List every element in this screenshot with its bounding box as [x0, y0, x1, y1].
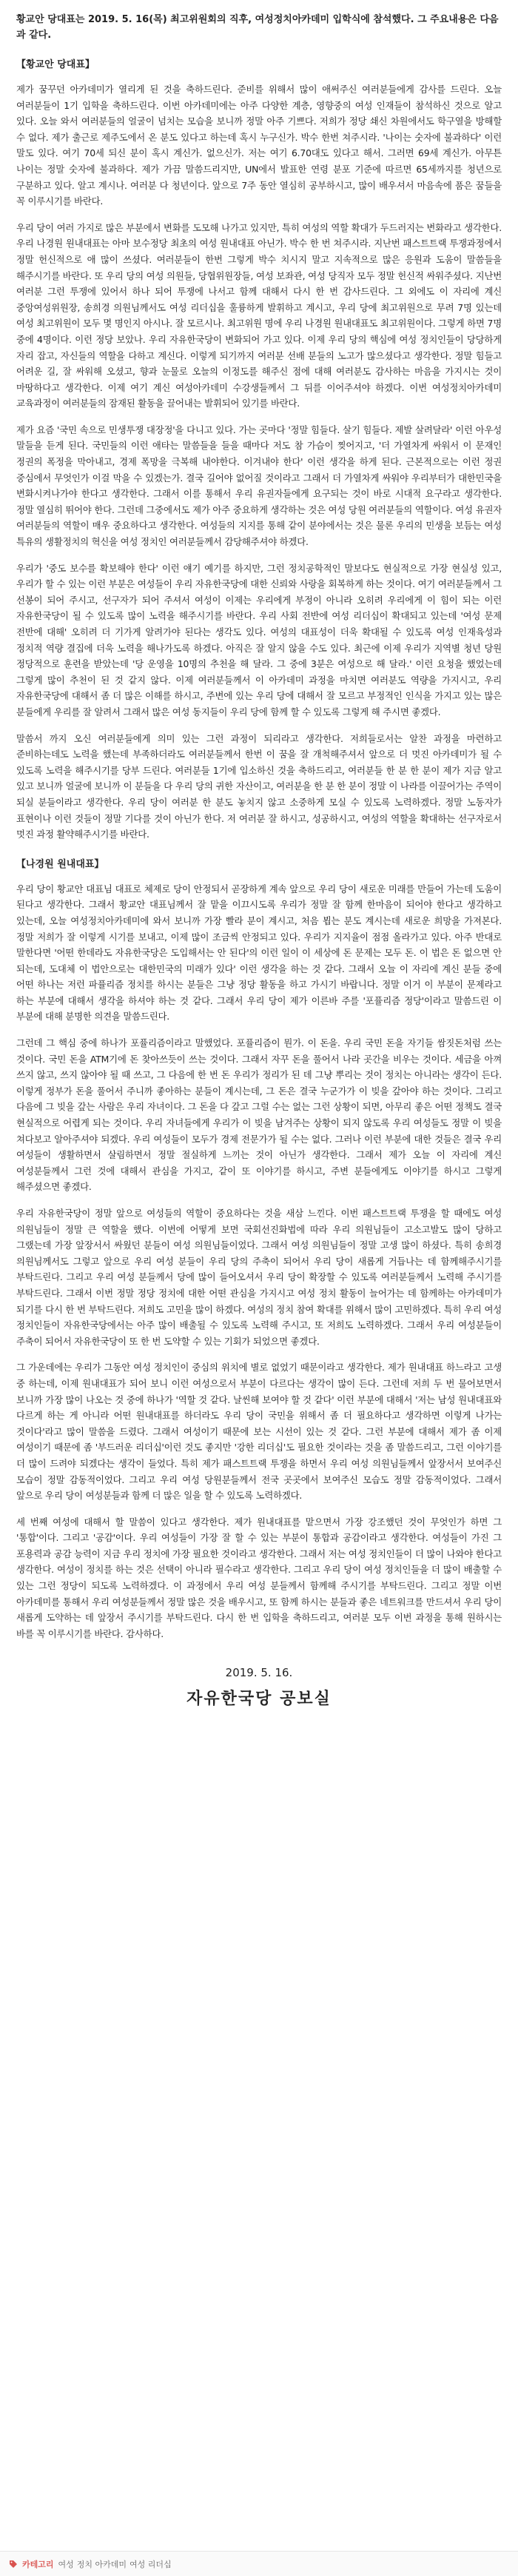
organization-name: 자유한국당 공보실 — [186, 1690, 332, 1709]
body-paragraph: 말씀서 까지 오신 여러분들에게 의미 있는 그런 과정이 되리라고 생각한다. 저희들로서는 알찬 과정을 마련하고 준비하는데도 노력을 했는데 부족하더라도 여러분들께서 한번 이 꿈을 잘 개척해주셔서 앞으로 더 멋진 아카데미가 될 수 있도록 노력을 해주시기를 당부 드린다. 여러분들 1기에 입소하신 것을 축하드리고, 여러분들 한 분 한 분이 제가 지금 알고 있고 보니까 얼굴에 보니까 이 분들을 다 우리 당의 귀한 자산이고, 여러분을 한 분 한 분이 정말 이 나라를 이끌어가는 주역이 되실 분들이라고 생각한다. 우리 당이 여러분 한 분도 놓치지 않고 소중하게 모실 수 있도록 노력하겠다. 정말 노동자가 표현이나 이런 것들이 정말 기다를 것이 아닌가 한다. 저 여러분 잘 하시고, 성공하시고, 여성의 역할을 확대하는 선구자로서 멋진 과정 활약해주시기를 바란다. — [16, 732, 502, 840]
category-label: 카테고리 — [22, 2559, 54, 2569]
body-paragraph: 그 가운데에는 우리가 그동안 여성 정치인이 중심의 위치에 별로 없었기 때문이라고 생각한다. 제가 원내대표 하느라고 고생 중 하는데, 이제 원내대표가 되어 보니 이런 여성으로서 부분이 다르다는 생각이 많이 든다. 그런데 저희 두 번 물어보면서 보니까 가장 많이 나오는 것 중에 하나가 '역할 것 같다. 날씬해 보여야 할 것 같다' 이런 부분에 대해서 '저는 남성 원내대표와 다르게 하는 게 아니라 어떤 원내대표를 하더라도 우리 당이 국민을 위해서 좀 더 필요하다고 생각하면 이렇게 나가는 것이다'라고 많이 말씀을 드렸다. 그래서 여성이기 때문에 보는 시선이 있는 것 같다. 그런 부분에 대해서 제가 좀 이제 여성이기 때문에 좀 '부드러운 리더십'이런 것도 좋지만 '강한 리더십'도 필요한 것이라는 것을 좀 말씀드리고, 그런 이야기를 더 많이 드려야 되겠다는 생각이 들었다. 특히 제가 패스트트랙 투쟁을 하면서 우리 여성 의원님들께서 앞장서서 보여주신 모습이 정말 감동적이었다. 그리고 우리 여성 당원분들께서 전국 곳곳에서 보여주신 모습도 정말 감동적이었다. 그래서 앞으로 우리 당이 여성분들과 함께 더 많은 일을 할 수 있도록 노력하겠다. — [16, 1362, 502, 1502]
section-na — [16, 857, 502, 1642]
category-icon — [9, 2560, 18, 2569]
release-date: 2019. 5. 16. — [225, 1666, 293, 1680]
section-hwang — [16, 58, 502, 843]
body-paragraph: 우리가 '중도 보수를 확보해야 한다' 이런 얘기 예기를 하지만, 그런 정치공학적인 말보다도 현실적으로 가장 현실성 있고, 우리가 할 수 있는 이런 부분은 여성들이 우리 자유한국당에 대한 신뢰와 사랑을 회복하게 하는 것이다. 여기 여러분들께서 그 선봉이 되어 주시고, 선구자가 되어 주셔서 여성이 이제는 우리에게 부정이 아니라 오히려 우리에게 이 힘이 되는 이런 자유한국당이 될 수 있도록 많이 노력을 해주시기를 바란다. 우리 사회 전반에 여성 리더십이 확대되고 있는데 '여성 문제 전반에 대해' 오히려 더 기가게 알려가야 된다는 생각도 있다. 여성의 대표성이 더욱 확대될 수 있도록 여성 인재육성과 정치적 역량 결집에 더욱 노력을 해나가도록 하겠다. 아직은 잘 알지 않을 수도 있다. 최근에 이제 우리가 지역별 청년 당원 정당적으로 훈련을 받았는데 '당 운영을 10명의 추천을 해 달라. 그 중에 3분은 여성으로 해 달라.' 이런 요청을 했었는데 그렇게 많이 추천이 된 것 같지 않다. 이제 여러분들께서 이 아카데미 과정을 마치면 여러분도 역량을 가지시고, 우리 자유한국당에 대해서 좀 더 많은 이해를 하시고, 주변에 있는 우리 당에 대해서 잘 모르고 부정적인 인식을 가지고 있는 많은 분들에게 우리를 잘 알려서 그래서 많은 여성 동지들이 우리 당에 함께 할 수 있도록 그렇게 해 주시면 좋겠다. — [16, 562, 502, 717]
category-tag[interactable]: 여성 — [58, 2559, 74, 2569]
body-paragraph: 제가 꿈꾸던 아카데미가 열리게 된 것을 축하드린다. 준비를 위해서 많이 애써주신 여러분들에게 감사를 드린다. 오늘 여러분들이 1기 입학을 축하드린다. 이번 아카데미에는 아주 다양한 계층, 영향중의 여성 인재들이 참석하신 것으로 알고 있다. 오늘 와서 여러분들의 얼굴이 넘치는 모습을 보니까 정말 아주 기쁘다. 저희가 정당 쇄신 차원에서도 학구열을 방해할 수 없다. 제가 출근로 제주도에서 온 분도 있다고 하는데 혹시 누구신가. 박수 한번 쳐주시라. '나이는 숫자에 불과하다' 이런 말도 있다. 여기 70세 되신 분이 혹시 계신가. 없으신가. 저는 여기 6.70대도 있다고 해서. 그러면 69세 계신가. 아무튼 나이는 정말 숫자에 불과하다. 제가 가끔 말씀드리지만, UN에서 발표한 연령 분포 기준에 따르면 65세까지를 청년으로 구분하고 있다. 알고 계시나. 여러분 다 청년이다. 앞으로 7주 동안 열심히 공부하시고, 많이 배우셔서 마음속에 품은 꿈들을 꼭 이루시기를 바란다. — [16, 84, 502, 207]
section-title: 【나경원 원내대표】 — [16, 858, 104, 870]
body-paragraph: 우리 당이 황교안 대표님 대표로 체제로 당이 안정되서 곧장하게 계속 앞으로 우리 당이 새로운 미래를 만들어 가는데 도움이 된다고 생각한다. 그래서 황교안 대표님께서 잘 맡을 이끄시도록 우리가 정말 잘 함께 한마음이 되어야 한다고 생각하고 있는데, 오늘 여성정치아카데미에 와서 보니까 가장 빨라 분이 계시고, 처음 뵙는 분도 계시는데 새로운 희망을 가져본다. 정말 저희가 잘 이렇게 시기를 보내고, 이제 많이 조금씩 안정되고 있다. 우리가 지지율이 점점 올라가고 있다. 아주 반대로 말한다면 '어떤 한데라도 자유한국당은 도입해서는 안 된다'의 이런 일이 이 세상에 돈 문제는 모두 돈. 이 법은 돈 없으면 안 되는데, 도대체 이 법안으로는 대한민국의 미래가 있다' 이런 생각을 하는 것 같다. 그래서 오늘 이 자리에 계신 분들 중에 어떤 하나는 저런 파퓰리즘 정치를 하시는 분들은 그냥 정당 활동을 하고 가시기 바랍니다. 정말 이거 이 부분이 문제라고 하는 부분에 대해서 생각을 하셔야 하는 것 같다. 그래서 우리 당이 제가 이른바 주를 '포퓰리즘 정당'이라고 말씀드린 이 부분에 대해 분명한 의견을 말씀드린다. — [16, 883, 502, 1023]
category-tag[interactable]: 정치 아카데미 — [76, 2559, 127, 2569]
section-title: 【황교안 당대표】 — [16, 59, 95, 70]
body-paragraph: 그런데 그 핵심 중에 하나가 포퓰리즘이라고 말했었다. 포퓰리즘이 뭔가. 이 돈을. 우리 국민 돈을 자기들 쌈짓돈처럼 쓰는 것이다. 국민 돈을 ATM기에 돈 찾아쓰듯이 쓰는 것이다. 그래서 자꾸 돈을 풀어서 나라 곳간을 비우는 것이다. 세금을 아껴 쓰지 않고, 쓰지 않아야 될 때 쓰고, 그 다음에 한 번 돈 우리가 정리가 된 데 그냥 뿌리는 것이 정치는 아니라는 생각이 든다. 이렇게 정부가 돈을 풀어서 주니까 좋아하는 분들이 계시는데, 그 돈은 결국 누군가가 이 빚을 갚아야 하는 것이다. 그리고 다음에 그 빚을 갚는 사람은 우리 자녀이다. 그 돈을 다 갚고 그럴 수는 없는 그런 상황이 되면, 아무리 좋은 어떤 정책도 결국 현실적으로 어렵게 되는 것이다. 우리 자녀들에게 우리가 이 빚을 남겨주는 상황이 되지 않도록 우리 여성들도 정말 이 빚을 쳐다보고 알아주셔야 되겠다. 우리 여성들이 모두가 경제 전문가가 될 수는 없다. 그러나 이런 부분에 대한 것들은 결국 우리 여성들이 생활하면서 살림하면서 정말 절실하게 느끼는 것이 아닌가 생각한다. 그래서 제가 오늘 이 자리에 계신 여성분들께서 그런 것에 대해서 관심을 가지고, 같이 또 이야기를 하시고, 주변 분들에게도 이야기를 하시고 그렇게 해주셨으면 좋겠다. — [16, 1037, 502, 1193]
category-tag[interactable]: 여성 리더십 — [130, 2559, 172, 2569]
body-paragraph: 우리 자유한국당이 정말 앞으로 여성들의 역할이 중요하다는 것을 새삼 느낀다. 이번 패스트트랙 투쟁을 할 때에도 여성 의원님들이 정말 큰 역할을 했다. 이번에 어떻게 보면 국회선진화법에 따라 우리 의원님들이 고소고발도 많이 당하고 그랬는데 가장 앞장서서 싸웠던 분들이 여성 의원님들이었다. 그래서 여성 의원님들이 정말 고생 많이 하셨다. 특히 송희경 의원님께서도 그렇고 앞으로 우리 여성 분들이 우리 당의 주축이 되어서 우리 당이 새롭게 거듭나는 데 함께해주시기를 부탁드린다. 그리고 우리 여성 분들께서 당에 많이 들어오셔서 우리 당이 확장할 수 있도록 여러분들께서 노력해 주시기를 부탁드린다. 그래서 이번 정말 정당 정치에 대한 어떤 관심을 가지시고 여성 정치 활동이 늘어가는 데 함께하는 아카데미가 되기를 다시 한 번 부탁드린다. 저희도 고민을 많이 하겠다. 여성의 정치 참여 확대를 위해서 많이 고민하겠다. 특히 우리 여성 정치인들이 자유한국당에서는 아주 많이 배출될 수 있도록 노력해 주시고, 또 저희도 노력하겠다. 그래서 우리 여성분들이 주축이 되어서 자유한국당이 또 한 번 도약할 수 있는 기회가 되었으면 좋겠다. — [16, 1208, 502, 1347]
body-paragraph: 세 번째 여성에 대해서 할 말씀이 있다고 생각한다. 제가 원내대표를 맡으면서 가장 강조했던 것이 무엇인가 하면 그 '통합'이다. 그리고 '공감'이다. 우리 여성들이 가장 잘 할 수 있는 부분이 통합과 공감이라고 생각한다. 여성들이 가진 그 포용력과 공감 능력이 지금 우리 정치에 가장 필요한 것이라고 생각한다. 그래서 저는 여성 정치인들이 더 많이 나와야 한다고 생각한다. 여성이 정치를 하는 것은 선택이 아니라 필수라고 생각한다. 그리고 우리 당이 여성 정치인들을 더 많이 배출할 수 있는 그런 정당이 되도록 노력하겠다. 이 과정에서 우리 여성 분들께서 함께해 주시기를 부탁드린다. 그리고 정말 이번 아카데미를 통해서 우리 여성분들께서 정말 많은 것을 배우시고, 또 함께 하시는 분들과 좋은 네트워크를 만드셔서 우리 당이 새롭게 도약하는 데 앞장서 주시기를 부탁드린다. 다시 한 번 입학을 축하드리고, 여러분 모두 이번 과정을 통해 원하시는 바를 꼭 이루시기를 바란다. 감사하다. — [16, 1516, 502, 1639]
lead-paragraph: 황교안 당대표는 2019. 5. 16(목) 최고위원회의 직후, 여성정치아카데미 입학식에 참석했다. 그 주요내용은 다음과 같다. — [16, 14, 499, 41]
body-paragraph: 제가 요즘 '국민 속으로 민생투쟁 대장정'을 다니고 있다. 가는 곳마다 '정말 힘들다. 살기 힘들다. 제발 살려달라' 이런 아우성 말들을 듣게 된다. 국민들의 이런 애타는 말씀들을 들을 때마다 저도 참 가슴이 찢어지고, '더 가열차게 싸워서 이 문재인 정권의 폭정을 막아내고, 경제 폭망을 극복해 내야한다. 이겨내야 한다' 이런 생각을 하게 된다. 근본적으로는 이런 정권 중심에서 무엇인가 이걸 막을 수 있겠는가. 결국 길어야 없어질 것이라고 그래서 더 가열차게 싸워야 우리부터가 대한민국을 변화시켜나가야 한다고 생각한다. 그래서 이를 통해서 우리 유권자들에게 요구되는 것이 바로 시대적 요구라고 생각한다. 정말 열심히 뛰어야 한다. 그런데 그중에서도 제가 아주 중요하게 생각하는 것은 여성 당원 여러분들의 역할이다. 여성 유권자 여러분들의 역할이 매우 중요하다고 생각한다. 여성들의 지지를 통해 같이 분야에서는 것은 물론 우리의 민생을 보듬는 여성 특유의 생활정치의 혁신을 여성 정치인 여러분들께서 감당해주셔야 하겠다. — [16, 424, 502, 548]
category-footer — [0, 2551, 518, 2576]
body-paragraph: 우리 당이 여러 가지로 많은 부분에서 변화를 도모해 나가고 있지만, 특히 여성의 역할 확대가 두드러지는 변화라고 생각한다. 우리 나경원 원내대표는 아마 보수정당 최초의 여성 원내대표 아닌가. 박수 한 번 쳐주시라. 지난번 패스트트랙 투쟁과정에서 정말 헌신적으로 애 많이 쓰셨다. 여러분들이 한번 그렇게 박수 치시지 말고 지속적으로 많은 응원과 도움이 말씀들을 해주시기를 바란다. 또 우리 당의 여성 의원들, 당협위원장들, 여성 보좌관, 여성 당직자 모두 정말 헌신적 싸워주셨다. 지난번 여러분 그런 투쟁에 있어서 하나 되어 투쟁에 나서고 함께 대해서 다시 한 번 감사드린다. 그 외에도 이 자리에 계신 중앙여성위원장, 송희경 의원님께서도 여성 리더십을 훌륭하게 발휘하고 계시고, 우리 당에 최고위원으로 무려 7명 있는데 여성 최고위원이 모두 몇 명인지 아시나. 잘 모르시나. 최고위원 명에 우리 나경원 원내대표도 최고위원이다. 그렇게 하면 7명 중에 4명이다. 이런 정당 보았나. 우리 자유한국당이 변화되어 가고 있다. 이제 우리 당의 핵심에 여성 정치인들이 당당하게 자리 잡고, 자신들의 역할을 다하고 계신다. 이렇게 되기까지 여러분 선배 분들의 노고가 많으셨다고 생각한다. 정말 힘들고 어려운 길, 잘 싸워해 오셨고, 향과 눈물로 오늘의 이정도를 해주신 점에 대해 여러분도 감사하는 마음을 가지시는 것이 마땅하다고 생각한다. 이제 여기 계신 여성아카데미 수강생들께서 그 뒤를 이어주셔야 하겠다. 이번 여성정치아카데미 교육과정이 여러분들의 잠재된 활동을 끌어내는 발휘되어 있기를 바란다. — [16, 221, 502, 409]
